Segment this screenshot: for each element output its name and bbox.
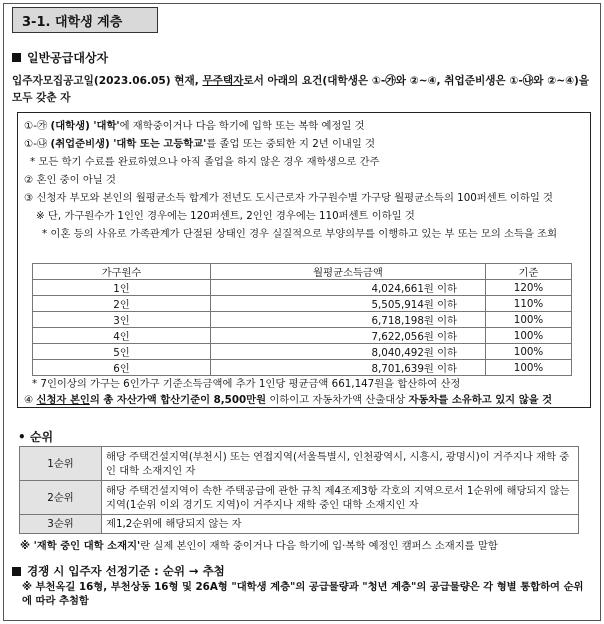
rank-table — [19, 446, 579, 534]
general-intro: 입주자모집공고일(2023.06.05) 현재, 무주택자로서 아래의 요건(대학생은 ①-㉮와 ②~④, 취업준비생은 ①-㉯와 ②~④)을 모두 갖춘 자 — [12, 75, 590, 104]
req-line-8: * 7인이상의 가구는 6인가구 기준소득금액에 추가 1인당 평균금액 661,147원을 합산하여 산정 — [32, 378, 461, 390]
req-line-2: ①-㉯ (취업준비생) '대학 또는 고등학교'를 졸업 또는 중퇴한 지 2년 이내일 것 — [24, 138, 376, 150]
req-line-1: ①-㉮ (대학생) '대학'에 재학중이거나 다음 학기에 입학 또는 복학 예정일 것 — [24, 120, 365, 132]
req-line-9: ④ 신청자 본인의 총 자산가액 합산기준이 8,500만원 이하이고 자동차가액 산출대상 자동차를 소유하고 있지 않을 것 — [24, 394, 553, 406]
table-header-row: 가구원수 월평균소득금액 기준 — [33, 264, 572, 280]
requirements-box — [17, 112, 591, 408]
section-title: 3-1. 대학생 계층 — [12, 7, 158, 33]
table-row: 2순위 해당 주택건설지역이 속한 주택공급에 관한 규칙 제4조제3항 각호의 지역으로서 1순위에 해당되지 않는 지역(1순위 이외 경기도 지역)이 거주지나 재학 중인 대학 소재지인 자 — [20, 481, 579, 515]
table-row: 1순위 해당 주택건설지역(부천시) 또는 연접지역(서울특별시, 인천광역시, 시흥시, 광명시)이 거주지나 재학 중인 대학 소재지인 자 — [20, 447, 579, 481]
req-line-4: ② 혼인 중이 아닐 것 — [24, 174, 116, 186]
compete-heading: 경쟁 시 입주자 선정기준 : 순위 → 추첨 — [12, 563, 225, 579]
general-heading: 일반공급대상자 — [12, 49, 108, 66]
table-row: 2인 5,505,914원 이하 110% — [33, 296, 572, 312]
income-table — [32, 263, 572, 376]
table-row: 3순위 제1,2순위에 해당되지 않는 자 — [20, 515, 579, 534]
req-line-7: * 이혼 등의 사유로 가족관계가 단절된 상태인 경우 실질적으로 부양의무를 이행하고 있는 부 또는 모의 소득을 조회 — [42, 228, 558, 240]
req-line-6: ※ 단, 가구원수가 1인인 경우에는 120퍼센트, 2인인 경우에는 110퍼센트 이하일 것 — [36, 210, 415, 222]
rank-note: ※ '재학 중인 대학 소재지'란 실제 본인이 재학 중이거나 다음 학기에 입·복학 예정인 캠퍼스 소재지를 말함 — [20, 540, 498, 552]
square-bullet-icon — [12, 567, 21, 576]
table-row: 4인 7,622,056원 이하 100% — [33, 328, 572, 344]
rank-heading: • 순위 — [18, 430, 54, 444]
table-row: 6인 8,701,639원 이하 100% — [33, 360, 572, 376]
table-row: 5인 8,040,492원 이하 100% — [33, 344, 572, 360]
square-bullet-icon — [12, 53, 21, 62]
req-line-5: ③ 신청자 부모와 본인의 월평균소득 합계가 전년도 도시근로자 가구원수별 가구당 월평균소득의 100퍼센트 이하일 것 — [24, 192, 553, 204]
table-row: 1인 4,024,661원 이하 120% — [33, 280, 572, 296]
req-line-3: * 모든 학기 수료를 완료하였으나 아직 졸업을 하지 않은 경우 재학생으로 간주 — [30, 156, 380, 168]
table-row: 3인 6,718,198원 이하 100% — [33, 312, 572, 328]
compete-note: ※ 부천옥길 16형, 부천상동 16형 및 26A형 "대학생 계층"의 공급물량과 "청년 계층"의 공급물량은 각 형별 통합하여 순위에 따라 추첨함 — [22, 581, 584, 607]
